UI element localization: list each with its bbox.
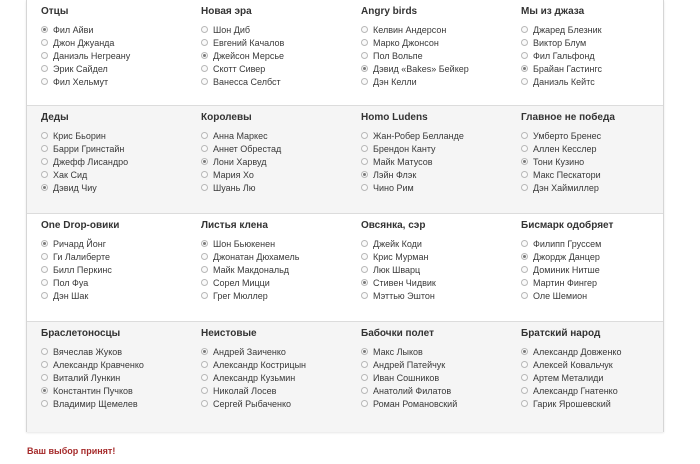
option-list bbox=[361, 237, 507, 302]
option-label: Фил Айви bbox=[53, 24, 94, 35]
poll-row bbox=[27, 214, 663, 322]
poll-option[interactable] bbox=[521, 371, 663, 384]
option-label: Марко Джонсон bbox=[373, 37, 439, 48]
group-title: One Drop-овики bbox=[41, 220, 120, 231]
poll-option[interactable] bbox=[521, 49, 663, 62]
poll-option[interactable] bbox=[361, 250, 507, 263]
option-label: Мартин Фингер bbox=[533, 277, 597, 288]
radio-button-selected[interactable] bbox=[41, 240, 48, 247]
radio-button-selected[interactable] bbox=[521, 253, 528, 260]
poll-option[interactable] bbox=[41, 181, 187, 194]
option-label: Гарик Ярошевский bbox=[533, 398, 611, 409]
poll-option[interactable] bbox=[201, 358, 347, 371]
radio-button[interactable] bbox=[201, 65, 208, 72]
radio-button[interactable] bbox=[201, 361, 208, 368]
poll-option[interactable] bbox=[521, 263, 663, 276]
poll-option[interactable] bbox=[361, 397, 507, 410]
option-label: Иван Сошников bbox=[373, 372, 440, 383]
radio-button-selected[interactable] bbox=[41, 26, 48, 33]
poll-option[interactable] bbox=[201, 155, 347, 168]
group-title: Королевы bbox=[201, 112, 252, 123]
option-label: Ги Лалиберте bbox=[53, 251, 110, 262]
option-label: Анна Маркес bbox=[213, 130, 268, 141]
poll-option[interactable] bbox=[521, 142, 663, 155]
poll-option[interactable] bbox=[361, 371, 507, 384]
poll-option[interactable] bbox=[521, 276, 663, 289]
option-label: Джейк Коди bbox=[373, 238, 422, 249]
option-label: Николай Лосев bbox=[213, 385, 277, 396]
group-title: Мы из джаза bbox=[521, 6, 585, 17]
poll-option[interactable] bbox=[41, 36, 187, 49]
poll-group bbox=[27, 214, 187, 321]
poll-option[interactable] bbox=[521, 397, 663, 410]
radio-button[interactable] bbox=[201, 253, 208, 260]
option-label: Мэттью Эштон bbox=[373, 290, 435, 301]
poll-option[interactable] bbox=[521, 345, 663, 358]
group-title: Главное не победа bbox=[521, 112, 615, 123]
option-label: Виталий Лункин bbox=[53, 372, 121, 383]
poll-option[interactable] bbox=[521, 23, 663, 36]
poll-option[interactable] bbox=[41, 155, 187, 168]
option-label: Фил Гальфонд bbox=[533, 50, 595, 61]
option-label: Келвин Андерсон bbox=[373, 24, 447, 35]
radio-button[interactable] bbox=[361, 78, 368, 85]
radio-button[interactable] bbox=[361, 132, 368, 139]
poll-option[interactable] bbox=[41, 75, 187, 88]
option-label: Лэйн Флэк bbox=[373, 169, 417, 180]
radio-button[interactable] bbox=[521, 184, 528, 191]
radio-button[interactable] bbox=[41, 361, 48, 368]
radio-button[interactable] bbox=[521, 387, 528, 394]
option-label: Дэн Келли bbox=[373, 76, 417, 87]
option-label: Алексей Ковальчук bbox=[533, 359, 613, 370]
poll-option[interactable] bbox=[521, 237, 663, 250]
radio-button[interactable] bbox=[521, 39, 528, 46]
option-label: Стивен Чидвик bbox=[373, 277, 436, 288]
poll-option[interactable] bbox=[521, 289, 663, 302]
radio-button[interactable] bbox=[521, 240, 528, 247]
radio-button[interactable] bbox=[361, 387, 368, 394]
option-label: Андрей Патейчук bbox=[373, 359, 446, 370]
option-label: Роман Романовский bbox=[373, 398, 458, 409]
poll-option[interactable] bbox=[201, 129, 347, 142]
poll-option[interactable] bbox=[201, 142, 347, 155]
option-label: Пол Фуа bbox=[53, 277, 89, 288]
poll-group bbox=[507, 322, 663, 432]
radio-button-selected[interactable] bbox=[201, 52, 208, 59]
option-list bbox=[41, 129, 187, 194]
radio-button[interactable] bbox=[361, 26, 368, 33]
option-label: Скотт Сивер bbox=[213, 63, 266, 74]
option-label: Филипп Груссем bbox=[533, 238, 602, 249]
poll-option[interactable] bbox=[361, 358, 507, 371]
option-list bbox=[201, 129, 347, 194]
radio-button[interactable] bbox=[201, 279, 208, 286]
radio-button[interactable] bbox=[361, 240, 368, 247]
option-list bbox=[361, 129, 507, 194]
poll-option[interactable] bbox=[41, 142, 187, 155]
option-label: Тони Кузино bbox=[533, 156, 585, 167]
poll-option[interactable] bbox=[41, 168, 187, 181]
radio-button[interactable] bbox=[41, 132, 48, 139]
radio-button[interactable] bbox=[41, 145, 48, 152]
radio-button[interactable] bbox=[201, 132, 208, 139]
option-label: Джаред Блезник bbox=[533, 24, 602, 35]
poll-option[interactable] bbox=[361, 75, 507, 88]
radio-button[interactable] bbox=[41, 292, 48, 299]
option-list bbox=[521, 237, 663, 302]
poll-option[interactable] bbox=[361, 36, 507, 49]
radio-button[interactable] bbox=[201, 39, 208, 46]
poll-group bbox=[507, 106, 663, 213]
poll-group bbox=[347, 0, 507, 105]
poll-option[interactable] bbox=[41, 62, 187, 75]
radio-button[interactable] bbox=[41, 78, 48, 85]
group-title: Деды bbox=[41, 112, 69, 123]
poll-group bbox=[507, 0, 663, 105]
option-label: Даниэль Негреану bbox=[53, 50, 131, 61]
poll-option[interactable] bbox=[41, 129, 187, 142]
poll-group bbox=[187, 106, 347, 213]
radio-button[interactable] bbox=[521, 400, 528, 407]
poll-option[interactable] bbox=[201, 168, 347, 181]
radio-button[interactable] bbox=[41, 39, 48, 46]
poll-option[interactable] bbox=[201, 397, 347, 410]
poll-row bbox=[27, 106, 663, 214]
poll-option[interactable] bbox=[201, 181, 347, 194]
option-label: Джордж Данцер bbox=[533, 251, 600, 262]
group-title: Новая эра bbox=[201, 6, 252, 17]
group-title: Бабочки полет bbox=[361, 328, 434, 339]
radio-button[interactable] bbox=[41, 374, 48, 381]
poll-option[interactable] bbox=[521, 358, 663, 371]
poll-option[interactable] bbox=[361, 142, 507, 155]
option-label: Ричард Йонг bbox=[53, 238, 107, 249]
option-label: Дэвид «Bakes» Бейкер bbox=[373, 63, 469, 74]
option-label: Люк Шварц bbox=[373, 264, 421, 275]
radio-button[interactable] bbox=[521, 292, 528, 299]
option-list bbox=[41, 237, 187, 302]
radio-button[interactable] bbox=[521, 132, 528, 139]
poll-option[interactable] bbox=[521, 384, 663, 397]
radio-button-selected[interactable] bbox=[201, 240, 208, 247]
option-label: Александр Довженко bbox=[533, 346, 622, 357]
poll-option[interactable] bbox=[201, 49, 347, 62]
option-label: Анатолий Филатов bbox=[373, 385, 452, 396]
poll-option[interactable] bbox=[201, 237, 347, 250]
option-label: Крис Бьорин bbox=[53, 130, 106, 141]
poll-option[interactable] bbox=[361, 23, 507, 36]
radio-button-selected[interactable] bbox=[201, 158, 208, 165]
poll-option[interactable] bbox=[361, 237, 507, 250]
radio-button[interactable] bbox=[201, 78, 208, 85]
option-label: Александр Кострицын bbox=[213, 359, 307, 370]
poll-option[interactable] bbox=[521, 181, 663, 194]
poll-group bbox=[507, 214, 663, 321]
option-list bbox=[521, 345, 663, 410]
poll-option[interactable] bbox=[201, 263, 347, 276]
radio-button[interactable] bbox=[361, 145, 368, 152]
poll-group bbox=[347, 322, 507, 432]
poll-group bbox=[347, 214, 507, 321]
option-label: Джон Джуанда bbox=[53, 37, 115, 48]
option-label: Александр Кузьмин bbox=[213, 372, 296, 383]
group-title: Браслетоносцы bbox=[41, 328, 121, 339]
option-label: Брендон Канту bbox=[373, 143, 436, 154]
radio-button[interactable] bbox=[41, 253, 48, 260]
poll-option[interactable] bbox=[41, 263, 187, 276]
poll-option[interactable] bbox=[201, 384, 347, 397]
option-label: Макс Пескатори bbox=[533, 169, 601, 180]
option-label: Майк Матусов bbox=[373, 156, 433, 167]
poll-option[interactable] bbox=[361, 263, 507, 276]
radio-button[interactable] bbox=[521, 26, 528, 33]
option-label: Мария Хо bbox=[213, 169, 254, 180]
option-list bbox=[521, 129, 663, 194]
option-label: Крис Мурман bbox=[373, 251, 429, 262]
option-label: Шуань Лю bbox=[213, 182, 256, 193]
option-label: Андрей Заиченко bbox=[213, 346, 286, 357]
radio-button[interactable] bbox=[41, 348, 48, 355]
poll-option[interactable] bbox=[41, 289, 187, 302]
option-label: Фил Хельмут bbox=[53, 76, 109, 87]
group-title: Овсянка, сэр bbox=[361, 220, 426, 231]
poll-group bbox=[187, 214, 347, 321]
radio-button[interactable] bbox=[201, 266, 208, 273]
radio-button[interactable] bbox=[41, 279, 48, 286]
radio-button[interactable] bbox=[201, 374, 208, 381]
option-label: Шон Бьюкенен bbox=[213, 238, 276, 249]
option-list bbox=[521, 23, 663, 88]
radio-button[interactable] bbox=[361, 52, 368, 59]
poll-row bbox=[27, 322, 663, 432]
radio-button[interactable] bbox=[521, 266, 528, 273]
radio-button-selected[interactable] bbox=[41, 184, 48, 191]
radio-button[interactable] bbox=[41, 158, 48, 165]
group-title: Неистовые bbox=[201, 328, 257, 339]
poll-group bbox=[347, 106, 507, 213]
poll-group bbox=[187, 322, 347, 432]
radio-button-selected[interactable] bbox=[521, 158, 528, 165]
group-title: Отцы bbox=[41, 6, 69, 17]
option-label: Доминик Нитше bbox=[533, 264, 600, 275]
group-title: Homo Ludens bbox=[361, 112, 428, 123]
option-label: Артем Металиди bbox=[533, 372, 604, 383]
poll-option[interactable] bbox=[201, 75, 347, 88]
poll-option[interactable] bbox=[361, 129, 507, 142]
option-label: Вячеслав Жуков bbox=[53, 346, 123, 357]
option-label: Брайан Гастингс bbox=[533, 63, 602, 74]
option-label: Дэвид Чиу bbox=[53, 182, 97, 193]
poll-group bbox=[27, 106, 187, 213]
option-label: Чино Рим bbox=[373, 182, 414, 193]
radio-button[interactable] bbox=[201, 400, 208, 407]
radio-button[interactable] bbox=[41, 65, 48, 72]
poll-option[interactable] bbox=[201, 371, 347, 384]
option-label: Джейсон Мерсье bbox=[213, 50, 285, 61]
option-list bbox=[41, 23, 187, 88]
poll-group bbox=[27, 322, 187, 432]
option-label: Даниэль Кейтс bbox=[533, 76, 595, 87]
poll-option[interactable] bbox=[201, 289, 347, 302]
poll-option[interactable] bbox=[201, 276, 347, 289]
poll-option[interactable] bbox=[521, 168, 663, 181]
option-list bbox=[361, 23, 507, 88]
poll-option[interactable] bbox=[41, 237, 187, 250]
radio-button-selected[interactable] bbox=[201, 348, 208, 355]
radio-button-selected[interactable] bbox=[361, 279, 368, 286]
option-label: Александр Кравченко bbox=[53, 359, 144, 370]
option-label: Джонатан Дюхамель bbox=[213, 251, 300, 262]
poll-container bbox=[26, 0, 664, 432]
option-label: Хак Сид bbox=[53, 169, 88, 180]
poll-option[interactable] bbox=[41, 358, 187, 371]
poll-option[interactable] bbox=[521, 75, 663, 88]
option-label: Владимир Щемелев bbox=[53, 398, 138, 409]
option-list bbox=[201, 345, 347, 410]
radio-button[interactable] bbox=[361, 266, 368, 273]
radio-button[interactable] bbox=[521, 78, 528, 85]
poll-option[interactable] bbox=[41, 345, 187, 358]
radio-button[interactable] bbox=[361, 374, 368, 381]
poll-option[interactable] bbox=[41, 49, 187, 62]
radio-button[interactable] bbox=[201, 292, 208, 299]
option-label: Шон Диб bbox=[213, 24, 251, 35]
radio-button[interactable] bbox=[201, 26, 208, 33]
option-label: Александр Гнатенко bbox=[533, 385, 618, 396]
option-label: Оле Шемион bbox=[533, 290, 588, 301]
poll-option[interactable] bbox=[361, 155, 507, 168]
poll-option[interactable] bbox=[41, 371, 187, 384]
radio-button[interactable] bbox=[521, 171, 528, 178]
option-label: Майк Макдональд bbox=[213, 264, 290, 275]
radio-button[interactable] bbox=[361, 400, 368, 407]
radio-button[interactable] bbox=[41, 266, 48, 273]
option-label: Жан-Робер Белланде bbox=[373, 130, 464, 141]
poll-option[interactable] bbox=[361, 276, 507, 289]
poll-option[interactable] bbox=[41, 397, 187, 410]
radio-button[interactable] bbox=[201, 171, 208, 178]
option-list bbox=[361, 345, 507, 410]
poll-option[interactable] bbox=[521, 36, 663, 49]
poll-option[interactable] bbox=[361, 49, 507, 62]
poll-option[interactable] bbox=[41, 384, 187, 397]
radio-button[interactable] bbox=[361, 361, 368, 368]
option-label: Евгений Качалов bbox=[213, 37, 285, 48]
poll-option[interactable] bbox=[201, 23, 347, 36]
radio-button[interactable] bbox=[41, 171, 48, 178]
poll-option[interactable] bbox=[521, 250, 663, 263]
radio-button[interactable] bbox=[201, 184, 208, 191]
radio-button[interactable] bbox=[361, 39, 368, 46]
radio-button[interactable] bbox=[521, 361, 528, 368]
poll-option[interactable] bbox=[361, 181, 507, 194]
radio-button-selected[interactable] bbox=[41, 387, 48, 394]
option-label: Макс Лыков bbox=[373, 346, 423, 357]
option-label: Аннет Обрестад bbox=[213, 143, 282, 154]
option-label: Билл Перкинс bbox=[53, 264, 112, 275]
option-list bbox=[201, 237, 347, 302]
option-label: Пол Вольпе bbox=[373, 50, 423, 61]
group-title: Братский народ bbox=[521, 328, 601, 339]
poll-row bbox=[27, 0, 663, 106]
poll-group bbox=[27, 0, 187, 105]
radio-button[interactable] bbox=[361, 158, 368, 165]
poll-option[interactable] bbox=[521, 129, 663, 142]
option-label: Константин Пучков bbox=[53, 385, 133, 396]
poll-option[interactable] bbox=[41, 276, 187, 289]
option-label: Лони Харвуд bbox=[213, 156, 267, 167]
poll-option[interactable] bbox=[41, 250, 187, 263]
option-label: Виктор Блум bbox=[533, 37, 587, 48]
radio-button[interactable] bbox=[521, 145, 528, 152]
poll-option[interactable] bbox=[361, 289, 507, 302]
radio-button[interactable] bbox=[41, 52, 48, 59]
option-label: Аллен Кесслер bbox=[533, 143, 597, 154]
option-label: Дэн Хаймиллер bbox=[533, 182, 599, 193]
poll-group bbox=[187, 0, 347, 105]
radio-button[interactable] bbox=[521, 279, 528, 286]
option-label: Грег Мюллер bbox=[213, 290, 268, 301]
option-list bbox=[201, 23, 347, 88]
poll-option[interactable] bbox=[361, 384, 507, 397]
radio-button[interactable] bbox=[201, 145, 208, 152]
option-label: Джефф Лисандро bbox=[53, 156, 129, 167]
radio-button-selected[interactable] bbox=[521, 65, 528, 72]
radio-button-selected[interactable] bbox=[521, 348, 528, 355]
poll-option[interactable] bbox=[201, 36, 347, 49]
option-label: Сергей Рыбаченко bbox=[213, 398, 292, 409]
radio-button[interactable] bbox=[361, 253, 368, 260]
option-list bbox=[41, 345, 187, 410]
option-label: Ванесса Селбст bbox=[213, 76, 281, 87]
radio-button[interactable] bbox=[41, 400, 48, 407]
group-title: Листья клена bbox=[201, 220, 268, 231]
poll-option[interactable] bbox=[521, 155, 663, 168]
option-label: Барри Гринстайн bbox=[53, 143, 125, 154]
radio-button[interactable] bbox=[361, 184, 368, 191]
poll-option[interactable] bbox=[361, 62, 507, 75]
option-label: Умберто Бренес bbox=[533, 130, 602, 141]
radio-button[interactable] bbox=[521, 374, 528, 381]
option-label: Сорел Мицци bbox=[213, 277, 270, 288]
option-label: Дэн Шак bbox=[53, 290, 89, 301]
radio-button[interactable] bbox=[201, 387, 208, 394]
radio-button[interactable] bbox=[361, 292, 368, 299]
poll-option[interactable] bbox=[201, 62, 347, 75]
status-message: Ваш выбор принят! bbox=[27, 446, 116, 456]
poll-option[interactable] bbox=[361, 345, 507, 358]
group-title: Angry birds bbox=[361, 6, 418, 17]
poll-option[interactable] bbox=[201, 250, 347, 263]
radio-button-selected[interactable] bbox=[361, 171, 368, 178]
radio-button-selected[interactable] bbox=[361, 348, 368, 355]
radio-button[interactable] bbox=[521, 52, 528, 59]
poll-option[interactable] bbox=[41, 23, 187, 36]
group-title: Бисмарк одобряет bbox=[521, 220, 614, 231]
poll-option[interactable] bbox=[521, 62, 663, 75]
option-label: Эрик Сайдел bbox=[53, 63, 108, 74]
poll-option[interactable] bbox=[361, 168, 507, 181]
poll-option[interactable] bbox=[201, 345, 347, 358]
radio-button-selected[interactable] bbox=[361, 65, 368, 72]
